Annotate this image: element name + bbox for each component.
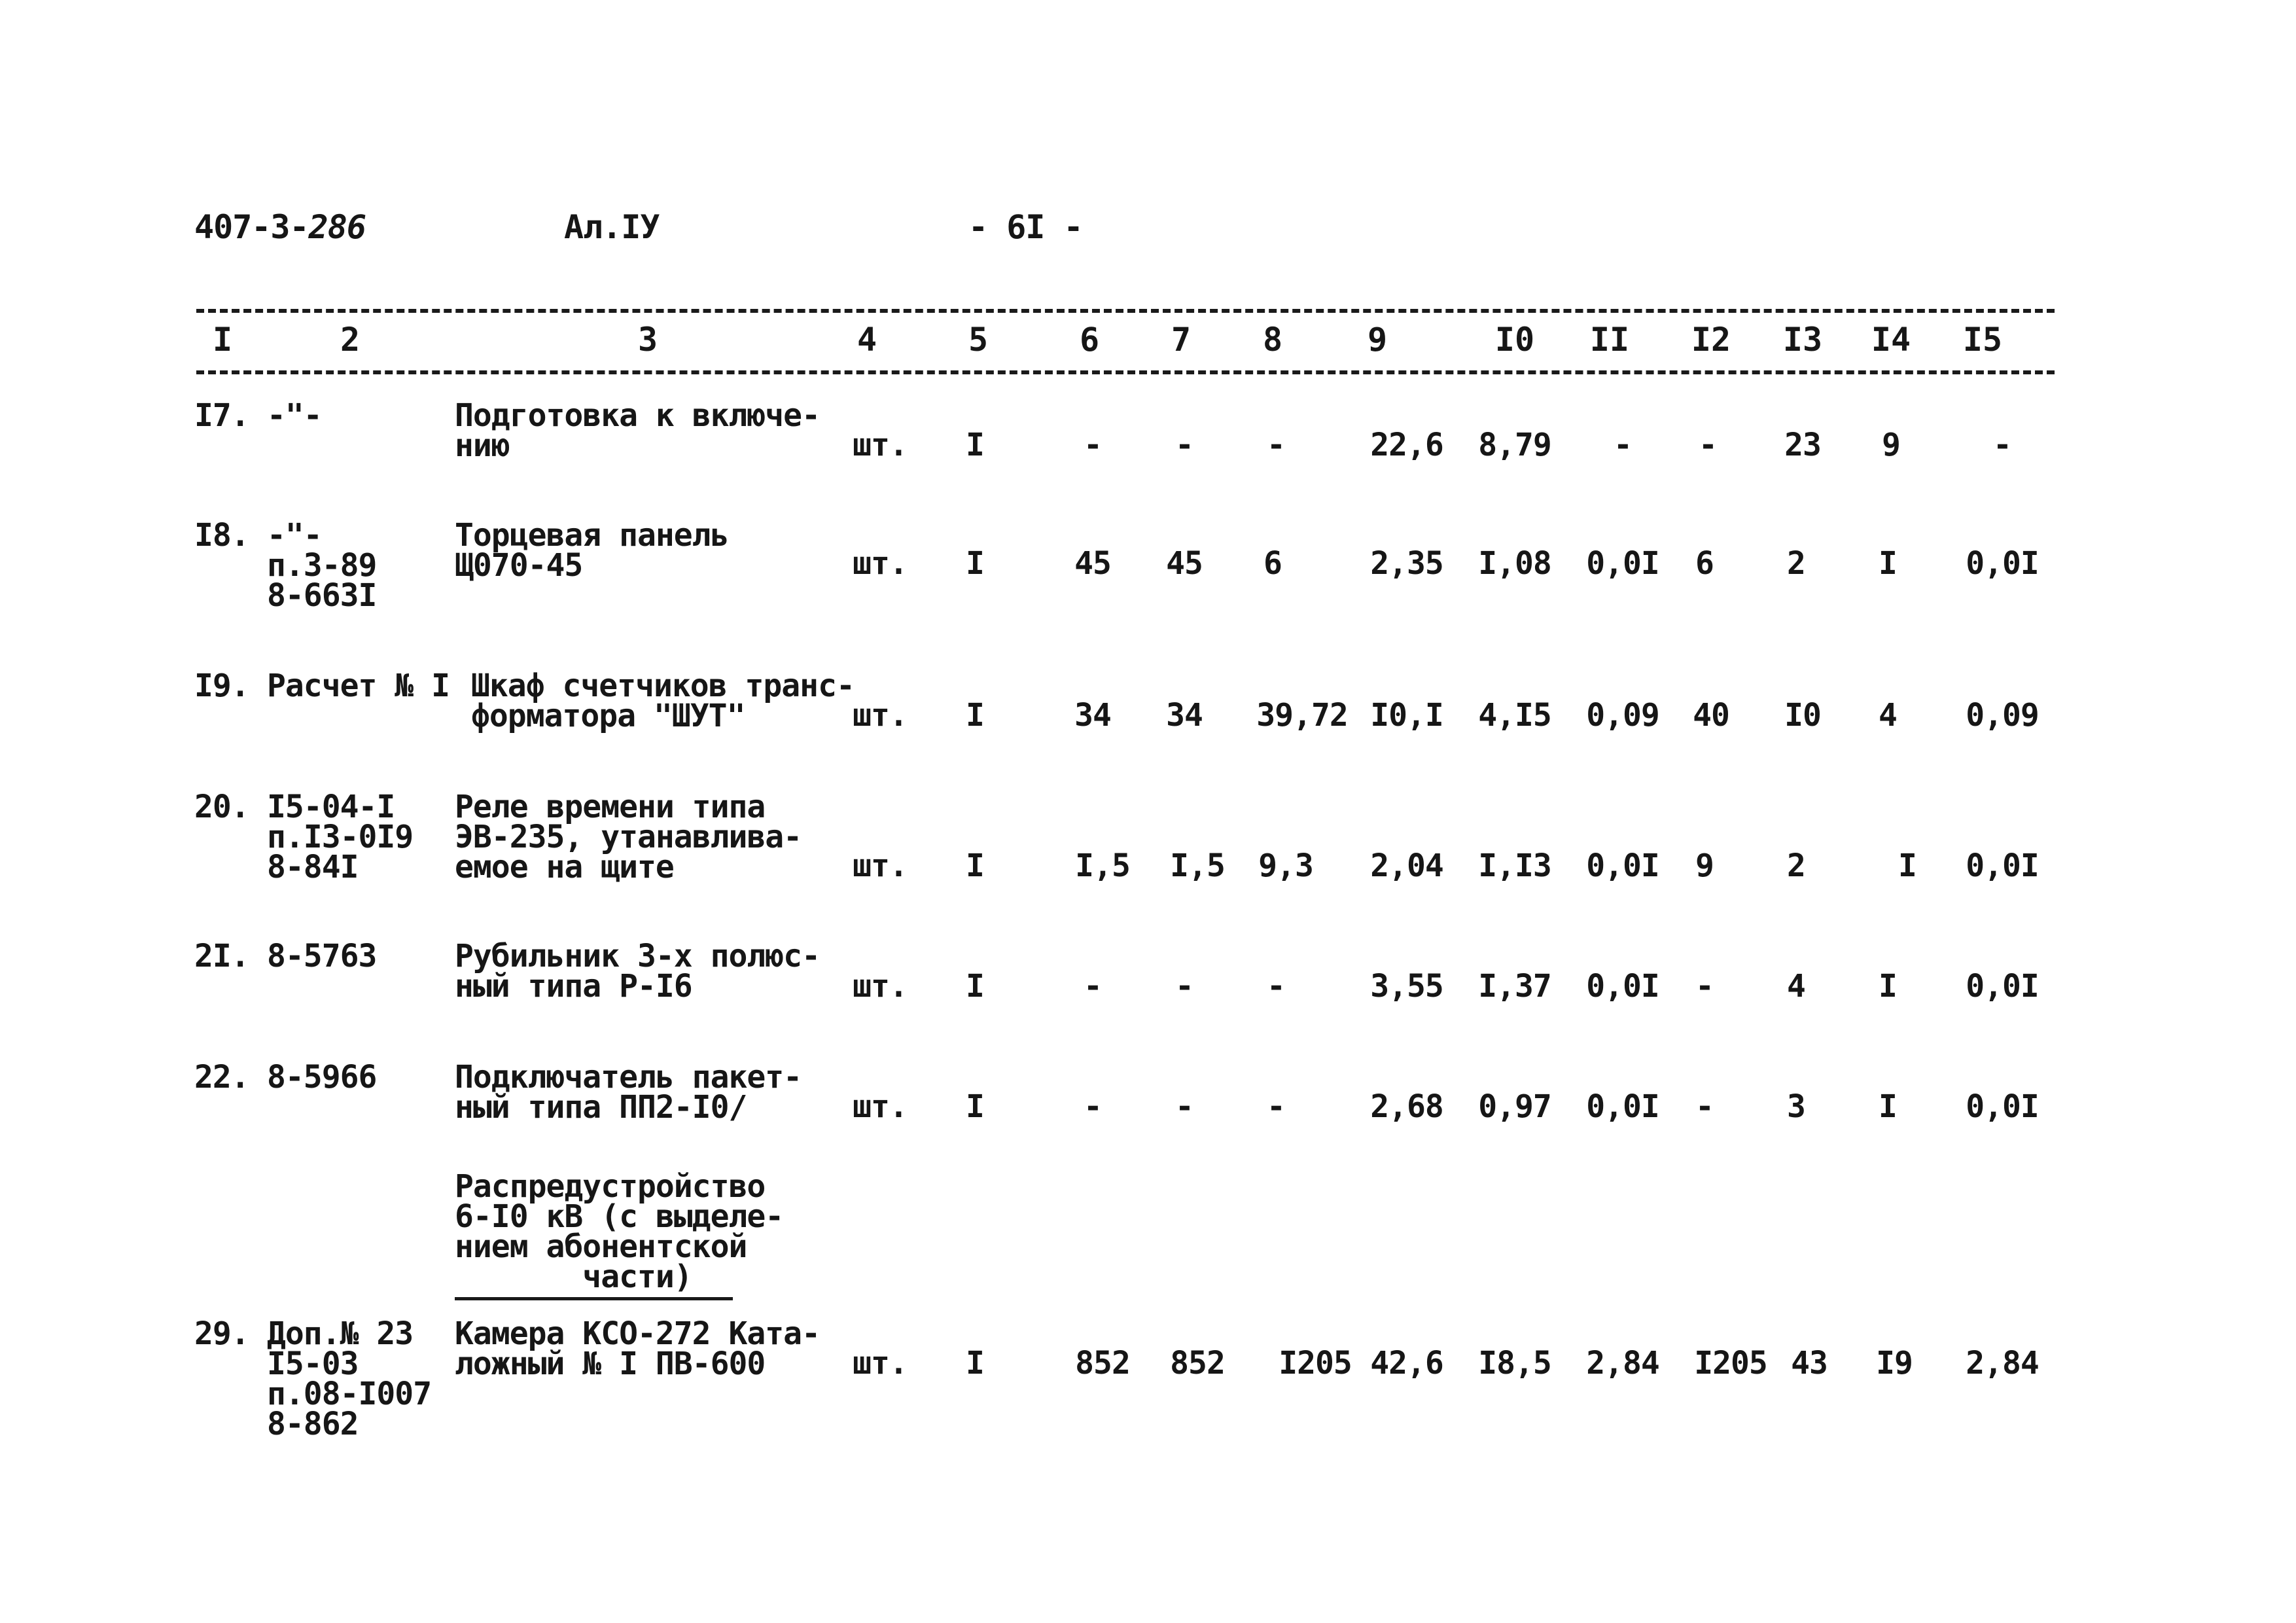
cell-col6: 852 [1075, 1345, 1130, 1382]
cell-col11: 0,0I [1586, 1088, 1659, 1125]
cell-col10: I,I3 [1478, 847, 1551, 884]
cell-col12: 6 [1695, 545, 1714, 582]
column-number: I [212, 321, 233, 359]
cell-col8: - [1267, 427, 1285, 463]
cell-col13: 4 [1787, 968, 1805, 1005]
cell-col14: I [1898, 847, 1916, 884]
column-number: 7 [1171, 321, 1192, 359]
cell-col13: 43 [1791, 1345, 1828, 1382]
cell-col14: I [1879, 1088, 1897, 1125]
cell-col7: 852 [1170, 1345, 1225, 1382]
cell-col10: I,08 [1478, 545, 1551, 582]
cell-col6: - [1084, 968, 1102, 1005]
row-number: 29. [194, 1315, 249, 1352]
column-number: 2 [340, 321, 361, 359]
row-number: I8. [194, 517, 249, 554]
cell-col12: - [1695, 1088, 1714, 1125]
cell-col11: - [1614, 427, 1632, 463]
column-number: I2 [1691, 321, 1731, 359]
cell-col6: 45 [1074, 545, 1111, 582]
row-description: Реле времени типа ЭВ-235, утанавлива- емое на щите [455, 789, 802, 885]
cell-col7: I,5 [1170, 847, 1225, 884]
cell-col9: 42,6 [1370, 1345, 1443, 1382]
cell-col12: I205 [1694, 1345, 1767, 1382]
row-reference: -"- [267, 397, 322, 434]
cell-col10: 0,97 [1478, 1088, 1551, 1125]
cell-col9: 2,35 [1370, 545, 1443, 582]
cell-col8: - [1267, 968, 1285, 1005]
cell-col8: I205 [1279, 1345, 1352, 1382]
row-unit: шт. [853, 545, 908, 582]
cell-col6: 34 [1074, 697, 1111, 734]
row-description: Торцевая панель Щ070-45 [455, 517, 729, 584]
row-description: Подготовка к включе- нию [455, 397, 820, 464]
cell-col15: 0,09 [1966, 697, 2039, 734]
row-reference: 8-5966 [267, 1059, 377, 1096]
row-reference: 8-5763 [267, 938, 377, 974]
cell-col14: 4 [1879, 697, 1897, 734]
document-number-prefix: 407-3- [194, 208, 309, 246]
cell-col7: 34 [1166, 697, 1203, 734]
cell-col9: 3,55 [1370, 968, 1443, 1005]
table-header-top-rule [196, 309, 2055, 313]
cell-col15: 0,0I [1966, 545, 2039, 582]
cell-col8: 39,72 [1256, 697, 1348, 734]
cell-col7: - [1175, 1088, 1193, 1125]
row-reference: I5-04-I п.I3-0I9 8-84I [267, 789, 414, 885]
cell-col9: I0,I [1370, 697, 1443, 734]
row-quantity: I [966, 968, 984, 1005]
row-description: Камера КСО-272 Ката- ложный № I ПВ-600 [455, 1315, 820, 1382]
column-number: 4 [857, 321, 877, 359]
column-number: I0 [1494, 321, 1535, 359]
cell-col10: 4,I5 [1478, 697, 1551, 734]
row-quantity: I [966, 697, 984, 734]
row-number: I9. [194, 668, 249, 704]
cell-col11: 2,84 [1586, 1345, 1659, 1382]
column-number: II [1589, 321, 1630, 359]
row-quantity: I [966, 1088, 984, 1125]
row-unit: шт. [853, 697, 908, 734]
cell-col11: 0,0I [1586, 847, 1659, 884]
row-unit: шт. [853, 427, 908, 463]
row-number: 2I. [194, 938, 249, 974]
cell-col13: I0 [1784, 697, 1821, 734]
cell-col15: - [1993, 427, 2011, 463]
cell-col12: 9 [1695, 847, 1714, 884]
row-description: Подключатель пакет- ный типа ПП2-I0/ [455, 1059, 802, 1126]
document-number-suffix: 286 [308, 208, 366, 246]
cell-col14: 9 [1882, 427, 1900, 463]
cell-col7: 45 [1166, 545, 1203, 582]
cell-col9: 2,04 [1370, 847, 1443, 884]
cell-col13: 3 [1787, 1088, 1805, 1125]
cell-col9: 2,68 [1370, 1088, 1443, 1125]
row-description: Рубильник 3-х полюс- ный типа Р-I6 [455, 938, 820, 1005]
row-unit: шт. [853, 1345, 908, 1382]
row-reference: -"- п.3-89 8-663I [267, 517, 377, 614]
row-unit: шт. [853, 847, 908, 884]
cell-col6: I,5 [1075, 847, 1130, 884]
cell-col6: - [1084, 1088, 1102, 1125]
row-number: 20. [194, 789, 249, 825]
row-quantity: I [966, 1345, 984, 1382]
cell-col12: - [1695, 968, 1714, 1005]
cell-col10: 8,79 [1478, 427, 1551, 463]
section-heading-underline [455, 1297, 733, 1300]
cell-col7: - [1175, 968, 1193, 1005]
cell-col15: 0,0I [1966, 847, 2039, 884]
cell-col14: I [1879, 545, 1897, 582]
row-quantity: I [966, 427, 984, 463]
cell-col13: 2 [1787, 847, 1805, 884]
cell-col10: I8,5 [1478, 1345, 1551, 1382]
cell-col14: I9 [1876, 1345, 1913, 1382]
cell-col8: - [1267, 1088, 1285, 1125]
cell-col15: 0,0I [1966, 968, 2039, 1005]
cell-col8: 9,3 [1258, 847, 1313, 884]
row-description: Шкаф счетчиков транс- форматора "ШУТ" [471, 668, 855, 734]
row-reference: Расчет № I [267, 668, 450, 704]
column-number: I3 [1782, 321, 1823, 359]
cell-col10: I,37 [1478, 968, 1551, 1005]
cell-col12: - [1699, 427, 1717, 463]
cell-col11: 0,0I [1586, 545, 1659, 582]
cell-col11: 0,09 [1586, 697, 1659, 734]
cell-col6: - [1084, 427, 1102, 463]
cell-col8: 6 [1263, 545, 1282, 582]
row-unit: шт. [853, 968, 908, 1005]
column-number: 8 [1262, 321, 1283, 359]
cell-col7: - [1175, 427, 1193, 463]
column-number: 3 [637, 321, 658, 359]
row-quantity: I [966, 847, 984, 884]
column-number: 9 [1367, 321, 1388, 359]
table-header-bottom-rule [196, 370, 2055, 374]
cell-col13: 2 [1787, 545, 1805, 582]
cell-col13: 23 [1784, 427, 1821, 463]
row-quantity: I [966, 545, 984, 582]
column-number: I5 [1962, 321, 2003, 359]
cell-col14: I [1879, 968, 1897, 1005]
album-label: Ал.IУ [564, 208, 660, 246]
row-number: I7. [194, 397, 249, 434]
cell-col9: 22,6 [1370, 427, 1443, 463]
cell-col12: 40 [1693, 697, 1729, 734]
document-number [194, 208, 366, 246]
column-number: 5 [968, 321, 989, 359]
page-number: - 6I - [968, 208, 1083, 246]
cell-col15: 0,0I [1966, 1088, 2039, 1125]
section-heading: Распредустройство 6-I0 кВ (с выделе- нием абонентской части) [455, 1168, 784, 1295]
column-number: I4 [1871, 321, 1911, 359]
row-reference: Доп.№ 23 I5-03 п.08-I007 8-862 [267, 1315, 432, 1442]
row-unit: шт. [853, 1088, 908, 1125]
row-number: 22. [194, 1059, 249, 1096]
column-number: 6 [1079, 321, 1100, 359]
cell-col11: 0,0I [1586, 968, 1659, 1005]
cell-col15: 2,84 [1966, 1345, 2039, 1382]
